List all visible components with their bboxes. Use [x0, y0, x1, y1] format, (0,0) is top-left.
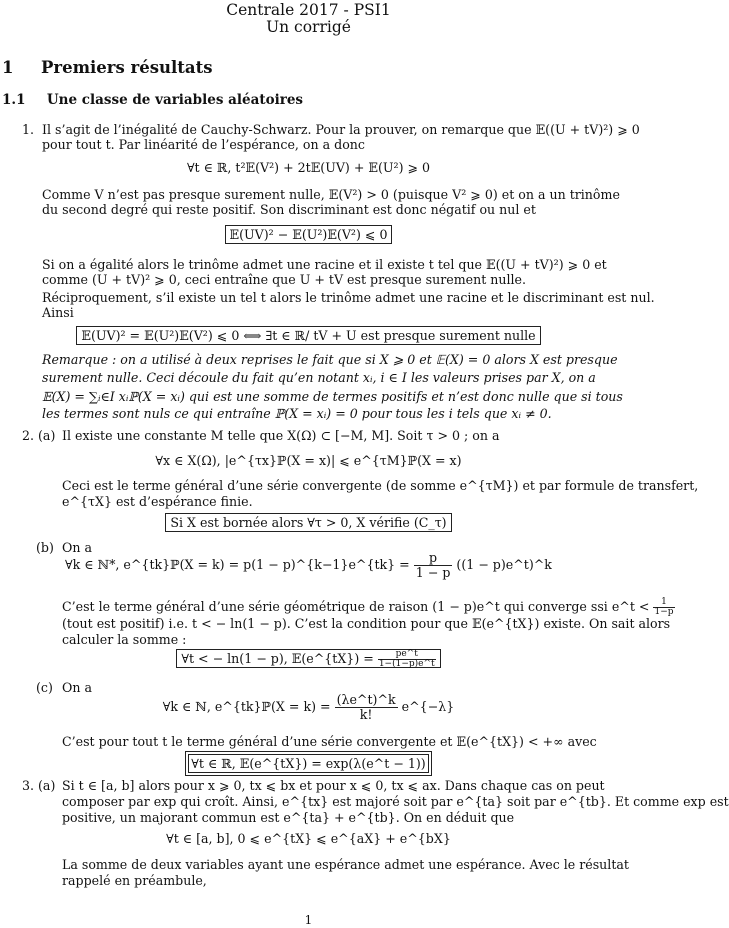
subsection-heading — [2, 93, 303, 108]
paragraph-line: C’est pour tout t le terme général d’une série convergente et 𝔼(e^{tX}) < +∞ avec — [62, 734, 597, 749]
formula-part: ∀k ∈ ℕ*, e^{tk}ℙ(X = k) = p(1 − p)^{k−1}e^{tk} = — [65, 557, 410, 572]
fraction — [335, 693, 398, 722]
section-number: 1 — [2, 58, 14, 77]
paragraph-line: Comme V n’est pas presque surement nulle, 𝔼(V²) > 0 (puisque V² ⩾ 0) et on a un trinôme — [42, 187, 620, 202]
fraction-numerator: 1 — [653, 598, 674, 608]
remark-line: Remarque : on a utilisé à deux reprises le fait que si X ⩾ 0 et 𝔼(X) = 0 alors X est presque — [42, 352, 618, 367]
section-heading — [2, 60, 213, 75]
boxed-formula-wrap — [0, 328, 617, 343]
fraction-numerator: pe^t — [378, 650, 436, 660]
paragraph-line: On a — [62, 540, 92, 555]
paragraph-line: rappelé en préambule, — [62, 873, 207, 888]
formula-part: ((1 − p)e^t)^k — [456, 557, 552, 572]
item-number: 1. — [22, 122, 35, 137]
fraction-denominator: 1 − p — [415, 565, 451, 580]
paragraph-line: Ceci est le terme général d’une série convergente (de somme e^{τM}) et par formule de transfert, — [62, 478, 699, 493]
formula-part: ∀k ∈ ℕ, e^{tk}ℙ(X = k) = — [162, 699, 331, 714]
subitem-label: (b) — [36, 540, 54, 555]
boxed-formula-wrap — [0, 650, 617, 669]
paragraph-line: comme (U + tV)² ⩾ 0, ceci entraîne que U + tV est presque surement nulle. — [42, 272, 527, 287]
display-formula: ∀t ∈ [a, b], 0 ⩽ e^{tX} ⩽ e^{aX} + e^{bX} — [166, 831, 451, 846]
page-number: 1 — [304, 913, 313, 927]
document-title: Centrale 2017 - PSI1 — [226, 1, 391, 19]
paragraph-line: Si t ∈ [a, b] alors pour x ⩾ 0, tx ⩽ bx et pour x ⩽ 0, tx ⩽ ax. Dans chaque cas on peut — [62, 778, 605, 793]
subsection-title: Une classe de variables aléatoires — [46, 92, 304, 108]
paragraph-line: Il s’agit de l’inégalité de Cauchy-Schwarz. Pour la prouver, on remarque que 𝔼((U + tV)²) ⩾ 0 — [42, 122, 640, 137]
boxed-formula: Si X est bornée alors ∀τ > 0, X vérifie (C_τ) — [165, 513, 451, 532]
formula-part: ∀t < − ln(1 − p), 𝔼(e^{tX}) = — [181, 651, 374, 666]
item-number: 3. (a) — [22, 778, 56, 793]
fraction-denominator: 1−(1−p)e^t — [378, 659, 435, 669]
double-boxed-formula: ∀t ∈ ℝ, 𝔼(e^{tX}) = exp(λ(e^t − 1)) — [188, 754, 428, 773]
remark-line: surement nulle. Ceci découle du fait qu’en notant xᵢ, i ∈ I les valeurs prises par X, on a — [42, 370, 596, 385]
fraction-denominator: k! — [359, 707, 373, 722]
item-number: 2. (a) — [22, 428, 56, 443]
subitem-label: (c) — [36, 680, 53, 695]
section-title: Premiers résultats — [40, 58, 213, 77]
boxed-formula-wrap — [0, 227, 617, 242]
paragraph-line: Si on a égalité alors le trinôme admet une racine et il existe t tel que 𝔼((U + tV)²) ⩾ 0 et — [42, 257, 607, 272]
remark-line: 𝔼(X) = ∑ᵢ∈I xᵢℙ(X = xᵢ) qui est une somme de termes positifs et n’est donc nulle que si tous — [42, 389, 623, 404]
paragraph-line: Ainsi — [42, 305, 74, 320]
boxed-formula: 𝔼(UV)² = 𝔼(U²)𝔼(V²) ⩽ 0 ⟺ ∃t ∈ ℝ/ tV + U est presque surement nulle — [76, 326, 540, 345]
text-part: C’est le terme général d’une série géométrique de raison (1 − p)e^t qui converge ssi e^t < — [62, 599, 650, 614]
paragraph-line: (tout est positif) i.e. t < − ln(1 − p). C’est la condition pour que 𝔼(e^{tX}) existe. On sait alors — [62, 616, 671, 631]
fraction — [653, 598, 674, 617]
document-subtitle: Un corrigé — [266, 18, 351, 36]
boxed-formula-wrap — [0, 515, 617, 530]
fraction-numerator: p — [414, 551, 453, 566]
boxed-formula: 𝔼(UV)² − 𝔼(U²)𝔼(V²) ⩽ 0 — [225, 225, 393, 244]
paragraph-line: du second degré qui reste positif. Son discriminant est donc négatif ou nul et — [42, 202, 536, 217]
boxed-formula-wrap — [0, 756, 617, 771]
fraction — [414, 551, 453, 580]
fraction — [378, 650, 436, 669]
boxed-formula — [176, 649, 440, 668]
paragraph-line: composer par exp qui croît. Ainsi, e^{tx} est majoré soit par e^{ta} soit par e^{tb}. Et comme exp est — [62, 794, 729, 809]
paragraph-line: pour tout t. Par linéarité de l’espérance, on a donc — [42, 137, 365, 152]
paragraph-line — [62, 598, 675, 617]
display-formula: ∀x ∈ X(Ω), |e^{τx}ℙ(X = x)| ⩽ e^{τM}ℙ(X = x) — [155, 453, 462, 468]
display-formula: ∀t ∈ ℝ, t²𝔼(V²) + 2t𝔼(UV) + 𝔼(U²) ⩾ 0 — [186, 160, 431, 175]
fraction-denominator: 1−p — [654, 607, 674, 617]
paragraph-line: On a — [62, 680, 92, 695]
paragraph-line: Il existe une constante M telle que X(Ω) ⊂ [−M, M]. Soit τ > 0 ; on a — [62, 428, 500, 443]
display-formula — [0, 550, 617, 580]
remark-line: les termes sont nuls ce qui entraîne ℙ(X = xᵢ) = 0 pour tous les i tels que xᵢ ≠ 0. — [42, 406, 552, 421]
formula-part: e^{−λ} — [401, 699, 455, 714]
paragraph-line: Réciproquement, s’il existe un tel t alors le trinôme admet une racine et le discriminant est nul. — [42, 290, 655, 305]
subsection-number: 1.1 — [2, 92, 26, 108]
display-formula — [0, 692, 617, 722]
paragraph-line: La somme de deux variables ayant une espérance admet une espérance. Avec le résultat — [62, 857, 629, 872]
paragraph-line: positive, un majorant commun est e^{ta} + e^{tb}. On en déduit que — [62, 810, 515, 825]
paragraph-line: calculer la somme : — [62, 632, 187, 647]
fraction-numerator: (λe^t)^k — [336, 692, 396, 707]
paragraph-line: e^{τX} est d’espérance finie. — [62, 494, 253, 509]
